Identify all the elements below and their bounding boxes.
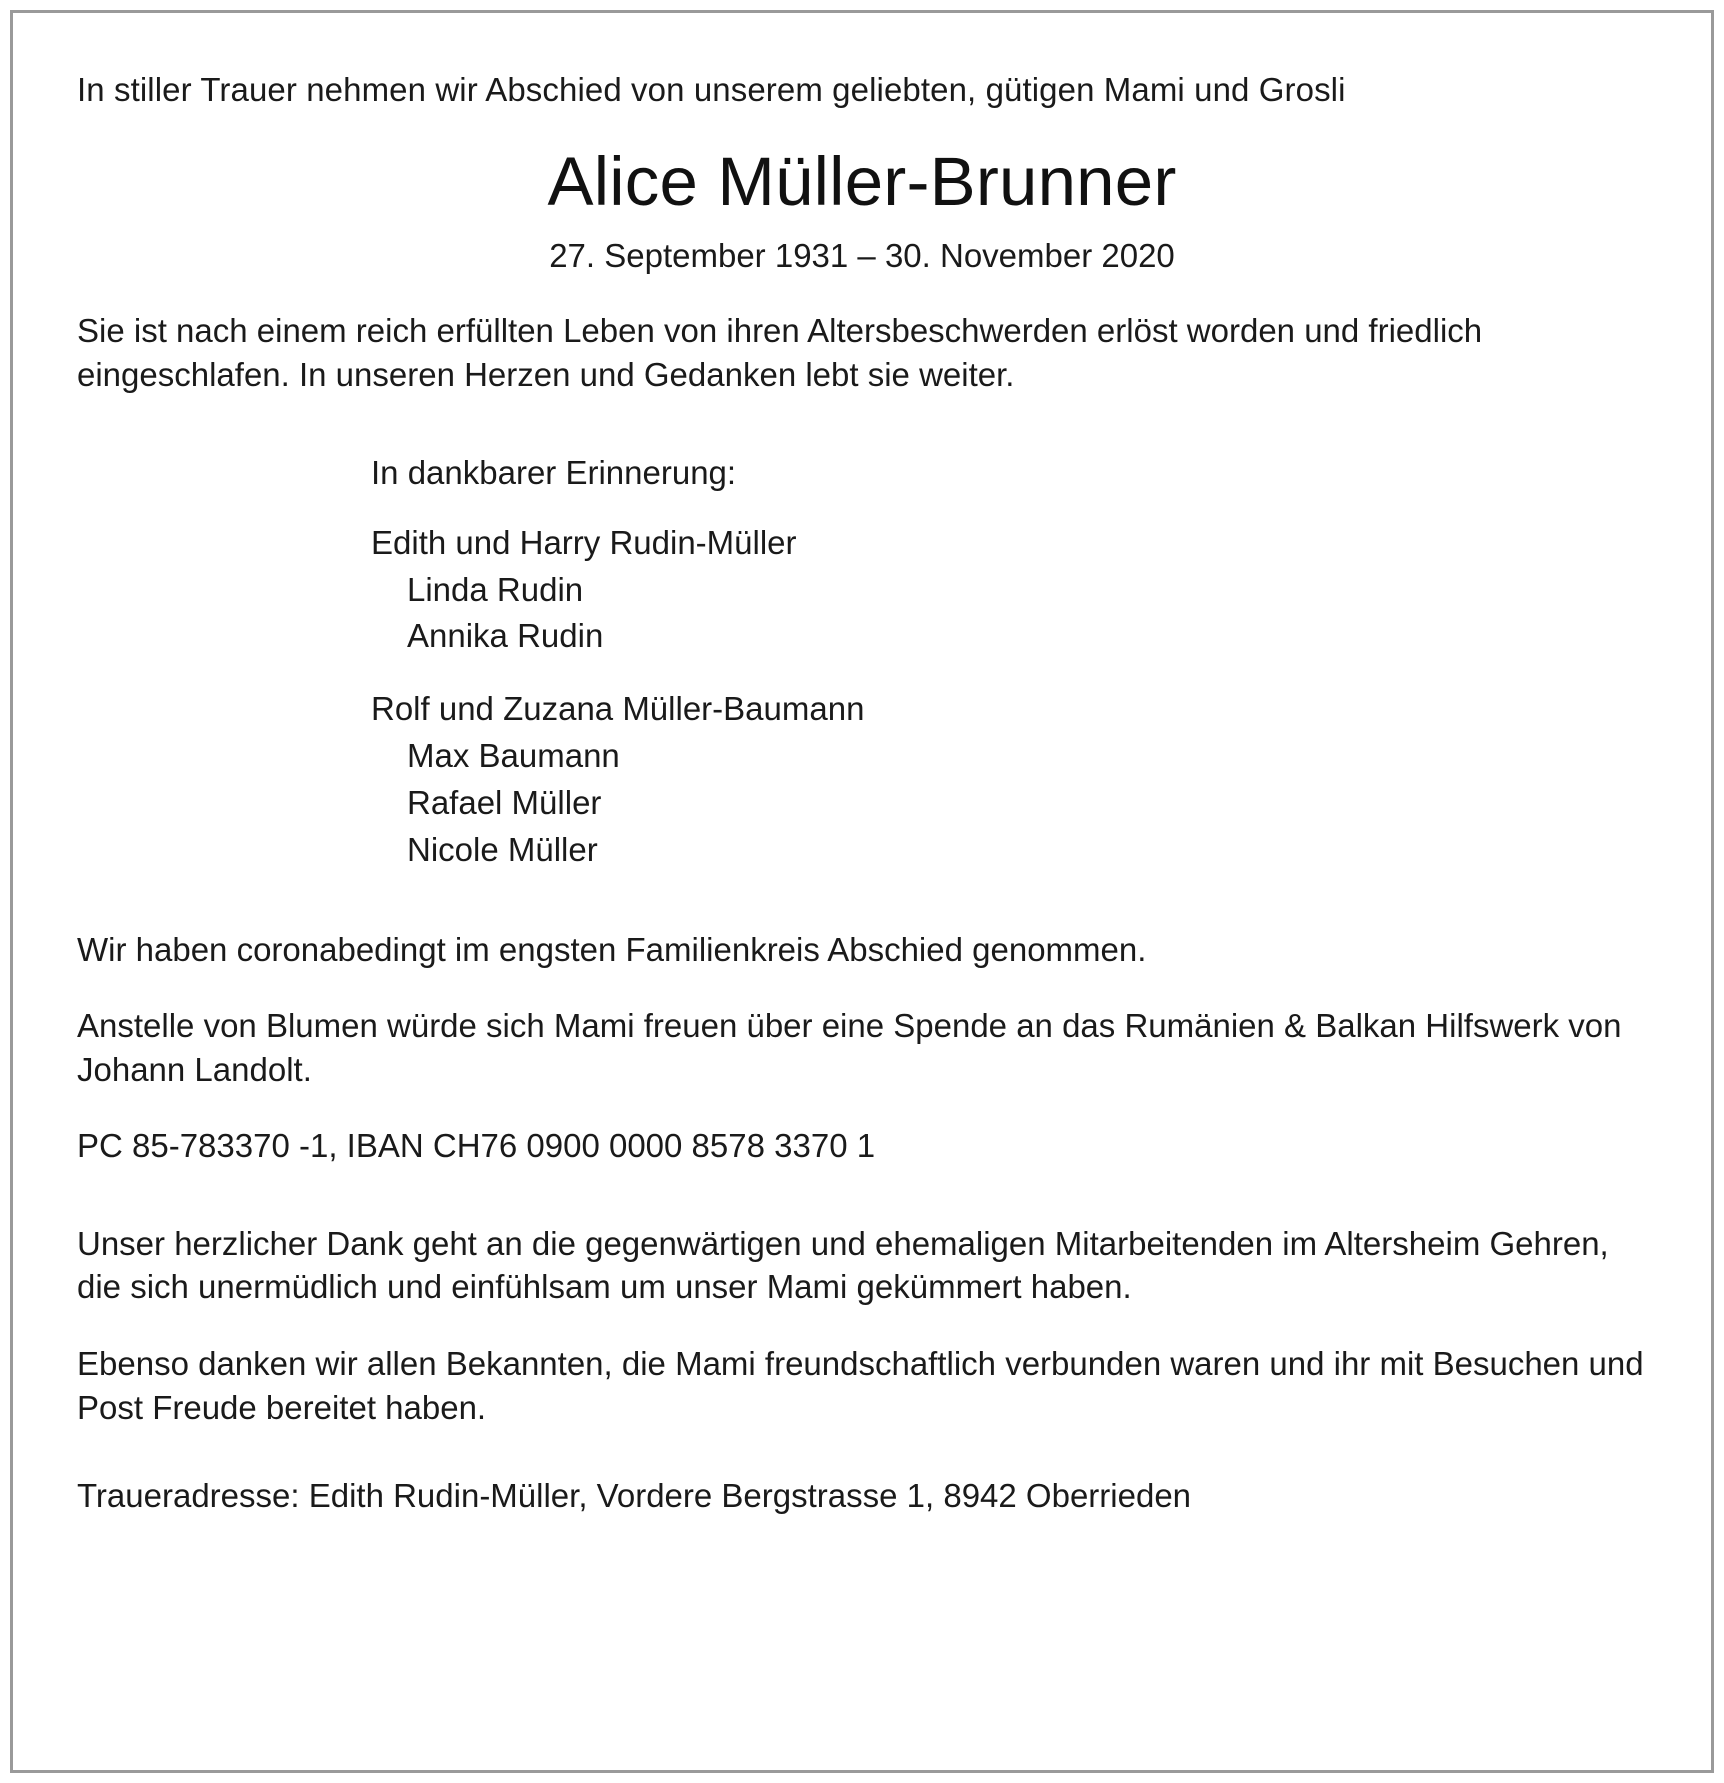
thanks-staff-text: Unser herzlicher Dank geht an die gegenwärtigen und ehemaligen Mitarbeitenden im Altersheim Gehren, die sich unermüdlich und einfühlsam um unser Mami gekümmert haben. [77,1224,1609,1306]
family-intro: In dankbarer Erinnerung: [371,454,737,492]
deceased-name: Alice Müller-Brunner [547,143,1177,221]
family-child: Annika Rudin [407,617,604,655]
name-block [77,145,1647,275]
corona-text: Wir haben coronabedingt im engsten Familienkreis Abschied genommen. [77,930,1147,968]
family-block [77,452,1647,873]
family-child: Nicole Müller [407,830,598,868]
passing-text: Sie ist nach einem reich erfüllten Leben von ihren Altersbeschwerden erlöst worden und friedlich eingeschlafen. In unseren Herzen und Gedanken lebt sie weiter. [77,312,1483,393]
family-child: Rafael Müller [407,783,602,821]
donation-text: Anstelle von Blumen würde sich Mami freuen über eine Spende an das Rumänien & Balkan Hilfswerk von Johann Landolt. [77,1007,1622,1088]
donation-account: PC 85-783370 -1, IBAN CH76 0900 0000 8578 3370 1 [77,1127,876,1165]
family-head: Rolf und Zuzana Müller-Baumann [371,690,865,728]
family-group [371,520,1647,661]
thanks-friends-text: Ebenso danken wir allen Bekannten, die Mami freundschaftlich verbunden waren und ihr mit Besuchen und Post Freude bereitet haben. [77,1344,1644,1426]
obituary-notice [10,10,1714,1773]
life-dates: 27. September 1931 – 30. November 2020 [549,236,1175,274]
family-child: Linda Rudin [407,570,584,608]
family-group [371,686,1647,873]
family-head: Edith und Harry Rudin-Müller [371,523,797,561]
mourning-address: Traueradresse: Edith Rudin-Müller, Vordere Bergstrasse 1, 8942 Oberrieden [77,1477,1192,1515]
family-child: Max Baumann [407,737,620,775]
lead-text: In stiller Trauer nehmen wir Abschied von unserem geliebten, gütigen Mami und Grosli [77,71,1346,108]
